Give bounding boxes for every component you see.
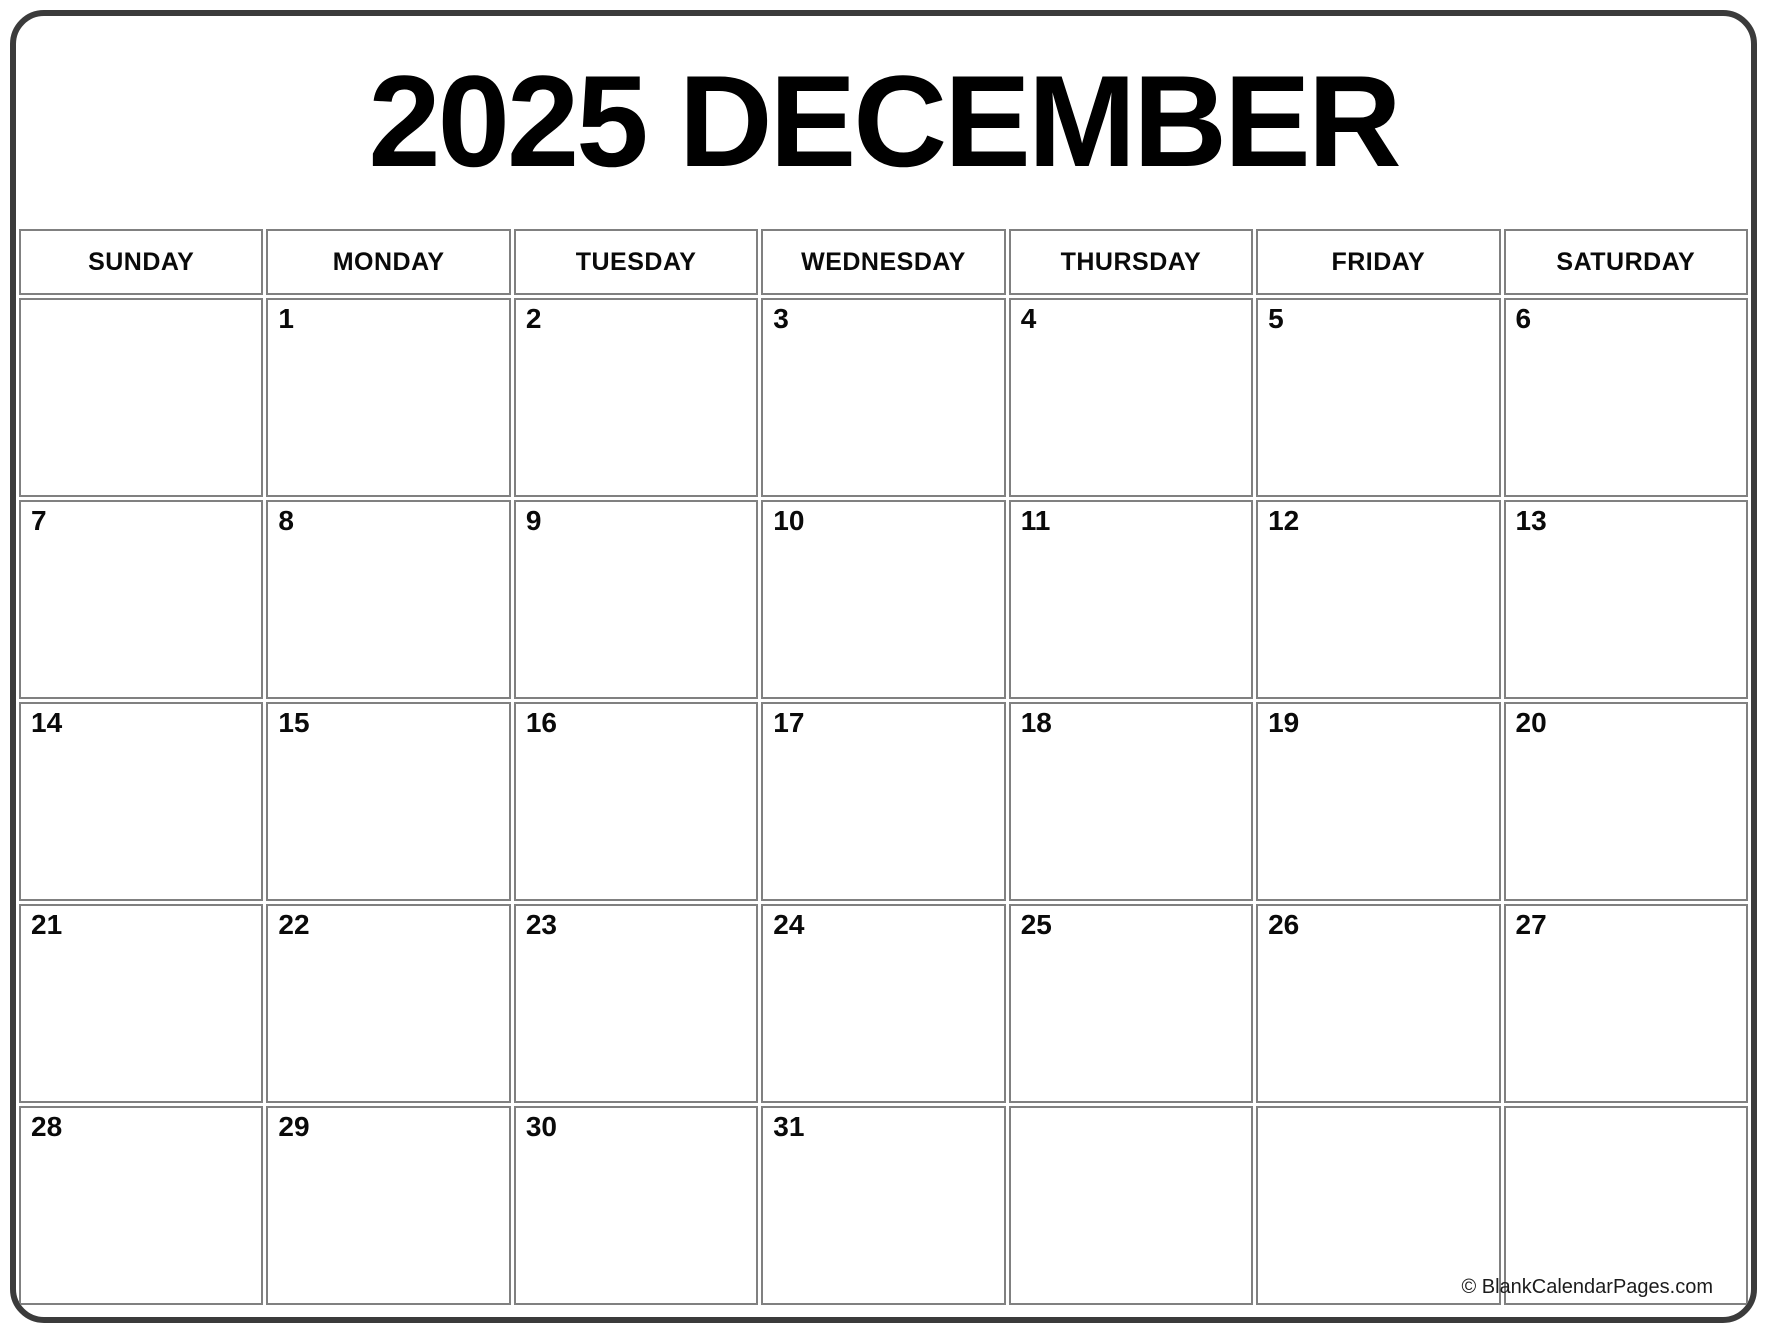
day-number: 28 — [31, 1111, 63, 1142]
day-cell — [19, 1106, 263, 1305]
day-cell — [266, 702, 510, 901]
day-number — [1506, 1108, 1746, 1111]
day-cell — [514, 1106, 758, 1305]
day-cell — [514, 298, 758, 497]
day-cell — [514, 702, 758, 901]
day-cell — [514, 500, 758, 699]
day-cell — [1009, 702, 1253, 901]
day-cell — [1504, 904, 1748, 1103]
day-cell — [1256, 500, 1500, 699]
day-cell — [266, 298, 510, 497]
day-number: 24 — [773, 909, 805, 940]
day-cell — [1504, 702, 1748, 901]
weekday-header-sunday: SUNDAY — [19, 229, 263, 295]
day-number: 3 — [773, 303, 789, 334]
day-cell — [1504, 298, 1748, 497]
week-row — [19, 702, 1748, 901]
day-cell — [266, 904, 510, 1103]
day-number — [21, 300, 261, 303]
day-number: 13 — [1515, 505, 1547, 536]
week-row — [19, 904, 1748, 1103]
day-cell — [1504, 500, 1748, 699]
day-cell — [761, 298, 1005, 497]
day-cell — [761, 904, 1005, 1103]
calendar-title: 2025 DECEMBER — [368, 48, 1399, 194]
day-number: 2 — [525, 303, 542, 334]
day-number — [1258, 1108, 1498, 1111]
day-number: 4 — [1020, 303, 1037, 334]
day-number: 16 — [525, 707, 557, 738]
day-number: 29 — [278, 1111, 310, 1142]
day-number: 26 — [1268, 909, 1300, 940]
day-cell — [514, 904, 758, 1103]
weekday-header-thursday: THURSDAY — [1009, 229, 1253, 295]
day-cell — [19, 298, 263, 497]
day-cell — [19, 500, 263, 699]
weekday-header-friday: FRIDAY — [1256, 229, 1500, 295]
day-number: 8 — [278, 505, 294, 536]
day-number: 12 — [1268, 505, 1300, 536]
weekday-header-monday: MONDAY — [266, 229, 510, 295]
day-number: 10 — [773, 505, 805, 536]
day-number: 15 — [278, 707, 310, 738]
day-number: 9 — [525, 505, 542, 536]
day-number: 11 — [1020, 505, 1051, 536]
day-number: 5 — [1268, 303, 1284, 334]
day-number: 27 — [1515, 909, 1547, 940]
week-row — [19, 500, 1748, 699]
day-number: 23 — [525, 909, 557, 940]
day-number: 21 — [31, 909, 63, 940]
day-number: 17 — [773, 707, 805, 738]
day-cell — [1256, 702, 1500, 901]
day-number: 30 — [525, 1111, 557, 1142]
day-number: 14 — [31, 707, 63, 738]
day-number: 25 — [1020, 909, 1052, 940]
day-cell — [1009, 298, 1253, 497]
day-cell — [1009, 500, 1253, 699]
weekday-header-wednesday: WEDNESDAY — [761, 229, 1005, 295]
day-cell — [1256, 904, 1500, 1103]
day-number: 1 — [278, 303, 294, 334]
day-cell — [19, 702, 263, 901]
day-number: 19 — [1268, 707, 1300, 738]
weekday-header-tuesday: TUESDAY — [514, 229, 758, 295]
day-cell — [761, 702, 1005, 901]
day-cell — [1009, 904, 1253, 1103]
day-number: 6 — [1515, 303, 1532, 334]
day-number: 31 — [773, 1111, 805, 1142]
weekday-header-saturday: SATURDAY — [1504, 229, 1748, 295]
day-cell — [266, 1106, 510, 1305]
day-cell — [266, 500, 510, 699]
day-cell — [761, 1106, 1005, 1305]
weekday-header-row — [19, 229, 1748, 295]
day-cell — [19, 904, 263, 1103]
week-row — [19, 298, 1748, 497]
copyright-text: © BlankCalendarPages.com — [1461, 1276, 1713, 1298]
day-number — [1011, 1108, 1251, 1111]
day-number: 7 — [31, 505, 47, 536]
day-number: 22 — [278, 909, 310, 940]
day-cell — [761, 500, 1005, 699]
month-grid — [16, 226, 1751, 1308]
title-area — [16, 16, 1751, 226]
day-cell — [1009, 1106, 1253, 1305]
day-number: 20 — [1515, 707, 1547, 738]
day-cell — [1256, 298, 1500, 497]
calendar-sheet — [10, 10, 1757, 1323]
day-number: 18 — [1020, 707, 1052, 738]
